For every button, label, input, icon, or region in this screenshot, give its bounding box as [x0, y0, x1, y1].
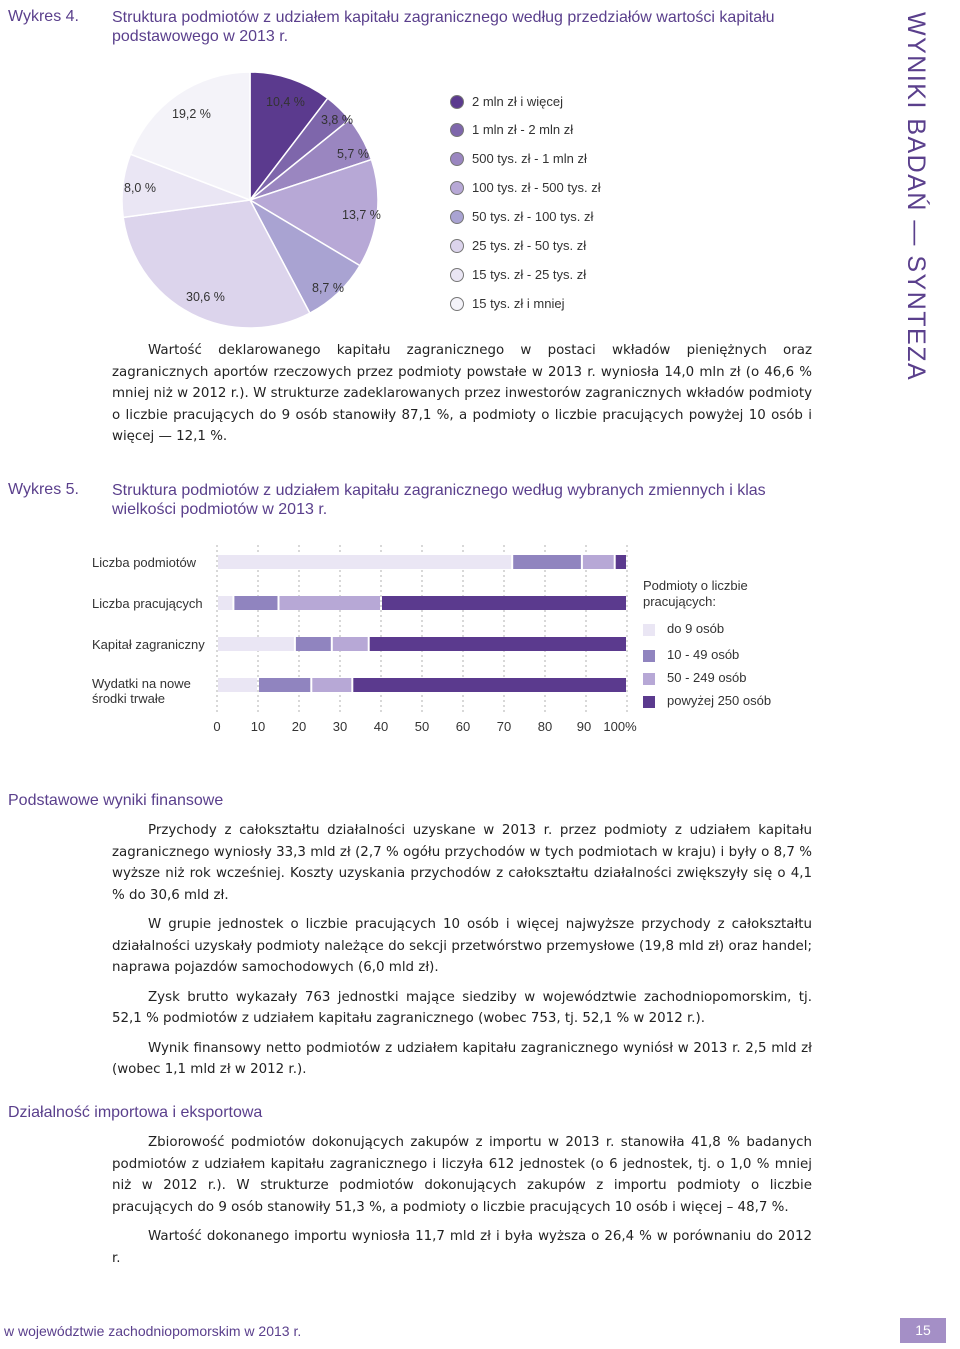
x-tick-label: 60 [455, 719, 471, 734]
bar-segment [259, 678, 310, 692]
pie-label-2: 3,8 % [321, 113, 353, 127]
bar-segment [296, 637, 331, 651]
figure-5-label: Wykres 5. [8, 481, 79, 498]
bar-segment [312, 678, 351, 692]
x-tick-label: 10 [250, 719, 266, 734]
bar-category-label: Wydatki na nowe środki trwałe [92, 676, 191, 706]
section-import-body [112, 1132, 812, 1277]
figure-4-title: Struktura podmiotów z udziałem kapitału zagranicznego według przedziałów wartości kapitału podstawowego w 2013 r. [112, 9, 775, 45]
bar-segment [218, 555, 511, 569]
legend-swatch [643, 673, 655, 685]
footer-text: w województwie zachodniopomorskim w 2013 r. [4, 1323, 302, 1339]
bar-segment [234, 596, 277, 610]
x-tick-label: 0 [213, 719, 221, 734]
x-tick-label: 90 [576, 719, 592, 734]
bar-category-label: Liczba pracujących [92, 596, 203, 611]
figure-5-title: Struktura podmiotów z udziałem kapitału zagranicznego według wybranych zmiennych i klas wielkości podmiotów w 2013 r. [112, 482, 766, 518]
bar-segment [616, 555, 626, 569]
legend-swatch [643, 696, 655, 708]
pie-label-5: 8,7 % [312, 281, 344, 295]
paragraph-text: W grupie jednostek o liczbie pracujących 10 osób i więcej najwyższe przychody z całokształtu działalności uzyskały podmioty należące do sekcji przetwórstwo przemysłowe (19,8 mld zł) oraz handel; naprawa pojazdów samochodowych (6,0 mld zł). [112, 917, 812, 975]
bar-segment [333, 637, 368, 651]
pie-label-1: 10,4 % [266, 95, 305, 109]
page-number: 15 [900, 1318, 946, 1343]
section-heading-import: Działalność importowa i eksportowa [8, 1104, 263, 1121]
legend-swatch [643, 650, 655, 662]
section-financial-body [112, 820, 812, 1089]
bar-segment [370, 637, 626, 651]
pie-label-8: 19,2 % [172, 107, 211, 121]
x-tick-label: 80 [537, 719, 553, 734]
bar-segment [513, 555, 581, 569]
paragraph-text: Zbiorowość podmiotów dokonujących zakupów z importu w 2013 r. stanowiła 41,8 % badanych podmiotów z udziałem kapitału zagranicznego i liczyła 612 jednostek (o 6 jednostek, tj. o 1,0 % mniej niż w 2012 r.). W strukturze podmiotów dokonujących zakupów z importu podmioty o liczbie pracujących do 9 osób stanowiły 51,3 %, a podmioty o liczbie pracujących 10 osób i więcej – 48,7 %. [112, 1135, 812, 1215]
paragraph-text: Zysk brutto wykazały 763 jednostki mające siedziby w województwie zachodniopomorskim, tj. 52,1 % podmiotów z udziałem kapitału zagranicznego (wobec 753, tj. 52,1 % w 2012 r.). [112, 989, 812, 1026]
x-tick-label: 100% [603, 719, 637, 734]
pie-label-6: 30,6 % [186, 290, 225, 304]
paragraph-text: Wynik finansowy netto podmiotów z udziałem kapitału zagranicznego wyniósł w 2013 r. 2,5 mld zł (wobec 1,1 mld zł w 2012 r.). [112, 1040, 812, 1077]
x-tick-label: 40 [373, 719, 389, 734]
bar-segment [218, 678, 257, 692]
pie-label-3: 5,7 % [337, 147, 369, 161]
bar-segment [583, 555, 614, 569]
bar-category-label: Kapitał zagraniczny [92, 637, 205, 652]
bar-segment [382, 596, 626, 610]
paragraph-text: Wartość deklarowanego kapitału zagranicznego w postaci wkładów pieniężnych oraz zagranicznych aportów rzeczowych przez podmioty powstałe w 2013 r. wyniosła 14,0 mln zł (o 46,6 % mniej niż w 2012 r.). W strukturze zadeklarowanych przez inwestorów zagranicznych wkładów podmioty o liczbie pracujących do 9 osób stanowiły 87,1 %, a podmioty o liczbie pracujących powyżej 10 osób i więcej — 12,1 %. [112, 343, 812, 444]
pie-label-4: 13,7 % [342, 208, 381, 222]
bar-segment [218, 637, 294, 651]
paragraph-text: Przychody z całokształtu działalności uzyskane w 2013 r. przez podmioty z udziałem kapitału zagranicznego wyniosły 33,3 mld zł (2,7 % ogółu przychodów w tych podmiotach w kraju) i były o 8,7 % wyższe niż rok wcześniej. Koszty uzyskania przychodów z całokształtu działalności zwiększyły się o 4,1 % do 30,6 mld zł. [112, 823, 812, 903]
side-tab-text: WYNIKI BADAŃ — SYNTEZA [902, 12, 930, 382]
bar-legend-title: Podmioty o liczbie pracujących: [643, 578, 748, 609]
figure-4-label: Wykres 4. [8, 8, 79, 25]
x-tick-label: 20 [291, 719, 307, 734]
bar-segment [218, 596, 232, 610]
section-heading-financial: Podstawowe wyniki finansowe [8, 792, 224, 809]
bar-category-label: Liczba podmiotów [92, 555, 197, 570]
x-tick-label: 30 [332, 719, 348, 734]
bar-segment [280, 596, 381, 610]
paragraph-text: Wartość dokonanego importu wyniosła 11,7 mld zł i była wyższa o 26,4 % w porównaniu do 2012 r. [112, 1229, 812, 1266]
x-tick-label: 50 [414, 719, 430, 734]
legend-swatch [643, 624, 655, 636]
x-tick-label: 70 [496, 719, 512, 734]
pie-label-7: 8,0 % [124, 181, 156, 195]
bar-segment [353, 678, 626, 692]
